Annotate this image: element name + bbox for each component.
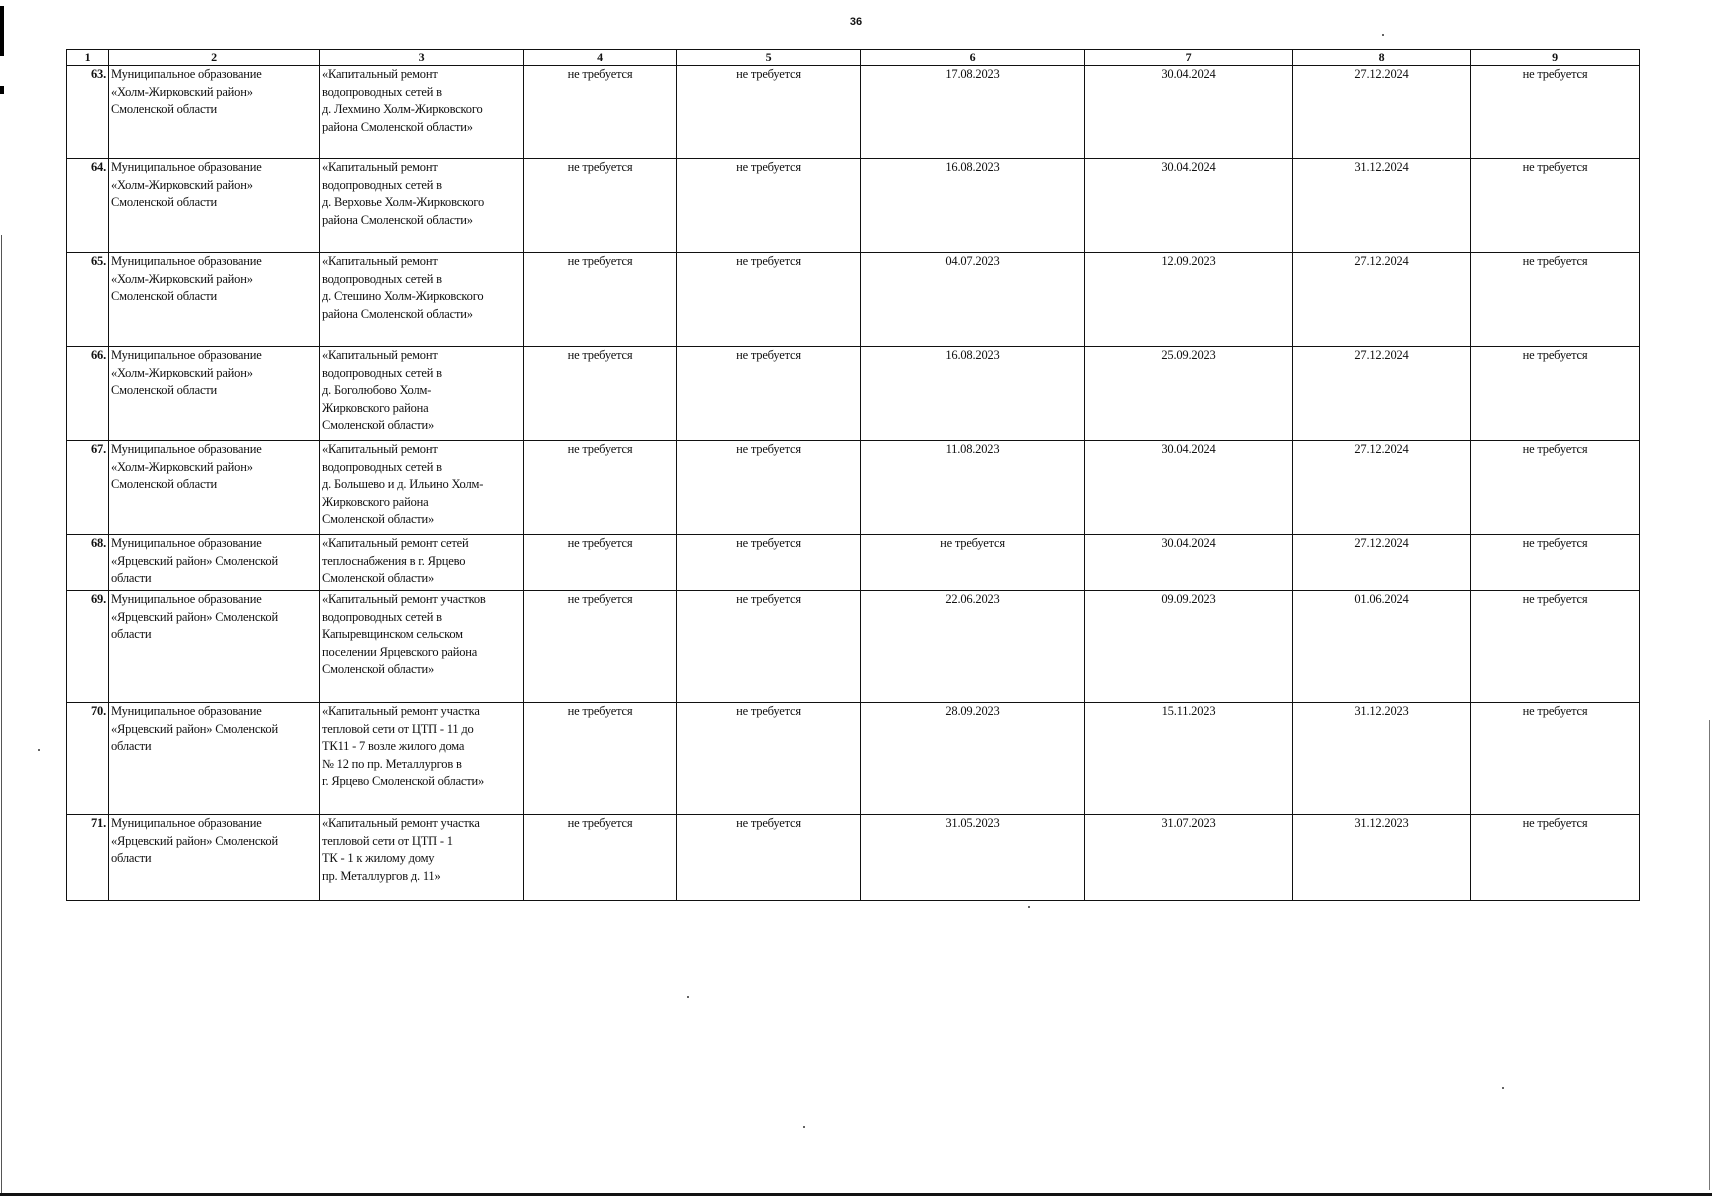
col8-cell: 01.06.2024 (1293, 591, 1471, 703)
row-number: 66. (67, 347, 109, 441)
col9-cell: не требуется (1471, 347, 1640, 441)
col4-cell: не требуется (524, 441, 677, 535)
col6-cell: 31.05.2023 (861, 815, 1085, 901)
table-row (67, 159, 1640, 253)
municipality-cell: Муниципальное образование «Ярцевский район» Смоленской области (109, 591, 320, 703)
col8-cell: 27.12.2024 (1293, 347, 1471, 441)
object-cell: «Капитальный ремонт участка тепловой сети от ЦТП - 1 ТК - 1 к жилому дому пр. Металлургов д. 11» (320, 815, 524, 901)
object-cell: «Капитальный ремонт водопроводных сетей в д. Большево и д. Ильино Холм- Жирковского района Смоленской области» (320, 441, 524, 535)
table-row (67, 815, 1640, 901)
col7-cell: 30.04.2024 (1085, 535, 1293, 591)
col5-cell: не требуется (677, 159, 861, 253)
scan-bottom-edge (0, 1193, 1712, 1196)
col9-cell: не требуется (1471, 815, 1640, 901)
table-row (67, 535, 1640, 591)
col6-cell: 16.08.2023 (861, 347, 1085, 441)
row-number: 63. (67, 66, 109, 159)
municipality-cell: Муниципальное образование «Ярцевский район» Смоленской области (109, 815, 320, 901)
col8-cell: 31.12.2023 (1293, 815, 1471, 901)
col4-cell: не требуется (524, 815, 677, 901)
col7-cell: 30.04.2024 (1085, 441, 1293, 535)
column-number-row (67, 50, 1640, 66)
row-number: 65. (67, 253, 109, 347)
column-header: 3 (320, 50, 524, 66)
scan-dot (803, 1126, 805, 1128)
col6-cell: не требуется (861, 535, 1085, 591)
column-header: 5 (677, 50, 861, 66)
object-cell: «Капитальный ремонт водопроводных сетей в д. Боголюбово Холм- Жирковского района Смоленской области» (320, 347, 524, 441)
scan-dot (1502, 1087, 1504, 1089)
municipality-cell: Муниципальное образование «Ярцевский район» Смоленской области (109, 535, 320, 591)
col8-cell: 27.12.2024 (1293, 66, 1471, 159)
col4-cell: не требуется (524, 253, 677, 347)
col5-cell: не требуется (677, 66, 861, 159)
row-number: 71. (67, 815, 109, 901)
scan-edge-left (1, 235, 2, 1195)
col7-cell: 09.09.2023 (1085, 591, 1293, 703)
col9-cell: не требуется (1471, 66, 1640, 159)
scan-edge-right (1709, 720, 1710, 1190)
municipality-cell: Муниципальное образование «Холм-Жирковский район» Смоленской области (109, 253, 320, 347)
col6-cell: 22.06.2023 (861, 591, 1085, 703)
col9-cell: не требуется (1471, 535, 1640, 591)
col9-cell: не требуется (1471, 703, 1640, 815)
col5-cell: не требуется (677, 347, 861, 441)
col7-cell: 30.04.2024 (1085, 159, 1293, 253)
col7-cell: 15.11.2023 (1085, 703, 1293, 815)
column-header: 2 (109, 50, 320, 66)
row-number: 64. (67, 159, 109, 253)
col4-cell: не требуется (524, 159, 677, 253)
col6-cell: 16.08.2023 (861, 159, 1085, 253)
table-row (67, 66, 1640, 159)
municipality-cell: Муниципальное образование «Холм-Жирковский район» Смоленской области (109, 159, 320, 253)
object-cell: «Капитальный ремонт водопроводных сетей в д. Лехмино Холм-Жирковского района Смоленской области» (320, 66, 524, 159)
col5-cell: не требуется (677, 441, 861, 535)
object-cell: «Капитальный ремонт участков водопроводных сетей в Капыревщинском сельском поселении Ярцевского района Смоленской области» (320, 591, 524, 703)
col9-cell: не требуется (1471, 591, 1640, 703)
col7-cell: 25.09.2023 (1085, 347, 1293, 441)
table-row (67, 347, 1640, 441)
col9-cell: не требуется (1471, 253, 1640, 347)
col4-cell: не требуется (524, 591, 677, 703)
col4-cell: не требуется (524, 535, 677, 591)
municipality-cell: Муниципальное образование «Холм-Жирковский район» Смоленской области (109, 66, 320, 159)
col8-cell: 31.12.2024 (1293, 159, 1471, 253)
scan-dot (687, 996, 689, 998)
row-number: 70. (67, 703, 109, 815)
table-row (67, 703, 1640, 815)
col8-cell: 31.12.2023 (1293, 703, 1471, 815)
column-header: 8 (1293, 50, 1471, 66)
col9-cell: не требуется (1471, 441, 1640, 535)
col5-cell: не требуется (677, 703, 861, 815)
col6-cell: 17.08.2023 (861, 66, 1085, 159)
scan-dot (38, 749, 40, 751)
municipality-cell: Муниципальное образование «Холм-Жирковский район» Смоленской области (109, 347, 320, 441)
scan-dot (1028, 906, 1030, 908)
scan-mark-top-left (0, 6, 4, 56)
object-cell: «Капитальный ремонт сетей теплоснабжения в г. Ярцево Смоленской области» (320, 535, 524, 591)
schedule-table (66, 49, 1640, 901)
col5-cell: не требуется (677, 815, 861, 901)
col4-cell: не требуется (524, 347, 677, 441)
row-number: 69. (67, 591, 109, 703)
table-row (67, 591, 1640, 703)
col6-cell: 28.09.2023 (861, 703, 1085, 815)
col7-cell: 30.04.2024 (1085, 66, 1293, 159)
col8-cell: 27.12.2024 (1293, 535, 1471, 591)
column-header: 6 (861, 50, 1085, 66)
object-cell: «Капитальный ремонт участка тепловой сети от ЦТП - 11 до ТК11 - 7 возле жилого дома № 12 по пр. Металлургов в г. Ярцево Смоленской области» (320, 703, 524, 815)
municipality-cell: Муниципальное образование «Холм-Жирковский район» Смоленской области (109, 441, 320, 535)
column-header: 9 (1471, 50, 1640, 66)
col4-cell: не требуется (524, 703, 677, 815)
col5-cell: не требуется (677, 535, 861, 591)
column-header: 4 (524, 50, 677, 66)
table-row (67, 253, 1640, 347)
column-header: 1 (67, 50, 109, 66)
col5-cell: не требуется (677, 591, 861, 703)
col6-cell: 11.08.2023 (861, 441, 1085, 535)
col8-cell: 27.12.2024 (1293, 253, 1471, 347)
scan-mark-left-small (0, 86, 4, 94)
col4-cell: не требуется (524, 66, 677, 159)
col5-cell: не требуется (677, 253, 861, 347)
col9-cell: не требуется (1471, 159, 1640, 253)
scan-dot (1382, 34, 1384, 36)
object-cell: «Капитальный ремонт водопроводных сетей в д. Верховье Холм-Жирковского района Смоленской области» (320, 159, 524, 253)
col6-cell: 04.07.2023 (861, 253, 1085, 347)
table-row (67, 441, 1640, 535)
row-number: 67. (67, 441, 109, 535)
col7-cell: 12.09.2023 (1085, 253, 1293, 347)
row-number: 68. (67, 535, 109, 591)
object-cell: «Капитальный ремонт водопроводных сетей в д. Стешино Холм-Жирковского района Смоленской области» (320, 253, 524, 347)
col8-cell: 27.12.2024 (1293, 441, 1471, 535)
page-number: 36 (849, 16, 863, 28)
municipality-cell: Муниципальное образование «Ярцевский район» Смоленской области (109, 703, 320, 815)
col7-cell: 31.07.2023 (1085, 815, 1293, 901)
column-header: 7 (1085, 50, 1293, 66)
